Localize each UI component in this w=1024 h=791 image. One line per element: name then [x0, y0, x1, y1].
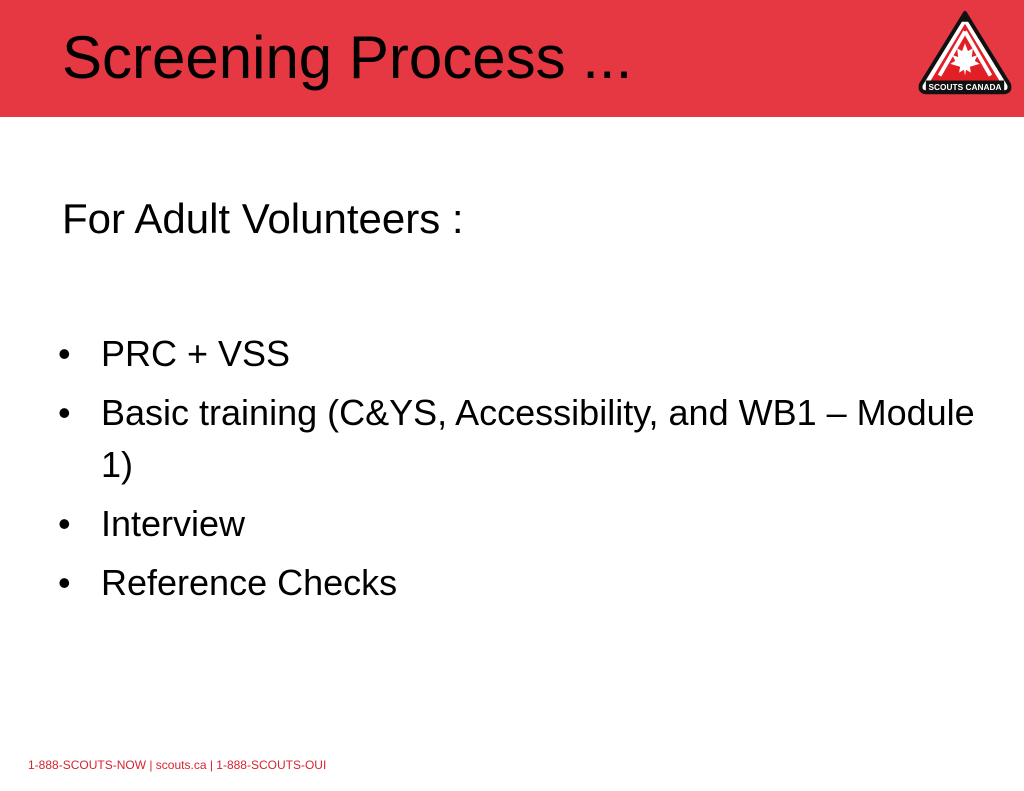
- scouts-canada-logo-icon: [916, 10, 1014, 104]
- logo-text: SCOUTS CANADA: [928, 81, 1002, 92]
- bullet-text: PRC + VSS: [101, 333, 291, 374]
- bullet-item-prc-vss: [58, 328, 978, 380]
- bullet-marker: •: [58, 562, 71, 603]
- bullet-list: [58, 328, 978, 616]
- bullet-text: Interview: [101, 503, 246, 544]
- bullet-item-interview: [58, 498, 978, 550]
- bullet-item-basic-training: [58, 387, 978, 491]
- bullet-marker: •: [58, 333, 71, 374]
- bullet-text: Reference Checks: [101, 562, 398, 603]
- bullet-marker: •: [58, 503, 71, 544]
- slide-title: Screening Process ...: [62, 24, 633, 91]
- header-bar: [0, 0, 1024, 117]
- bullet-marker: •: [58, 392, 71, 433]
- footer-contact: 1-888-SCOUTS-NOW | scouts.ca | 1-888-SCOUTS-OUI: [28, 758, 327, 772]
- slide-subtitle: For Adult Volunteers :: [62, 195, 464, 242]
- bullet-item-reference-checks: [58, 557, 978, 609]
- bullet-text: Basic training (C&YS, Accessibility, and WB1 – Module 1): [101, 392, 975, 485]
